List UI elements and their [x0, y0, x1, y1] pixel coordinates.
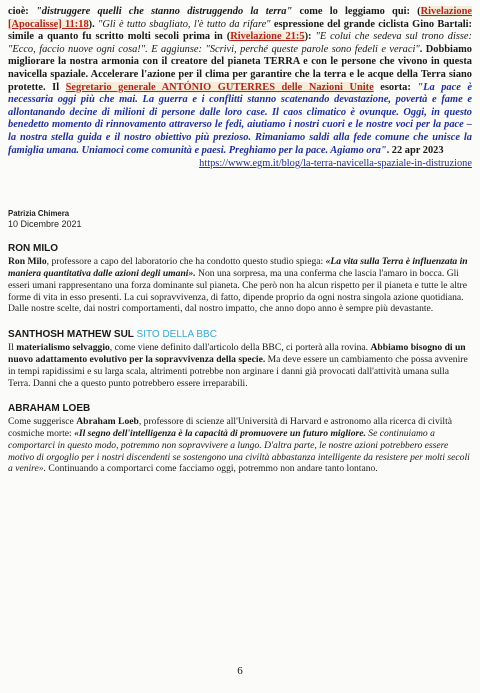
- milo-name: Ron Milo: [8, 256, 47, 268]
- revelation-quote: "E colui che sedeva sul trono disse: "Ecco, faccio nuove ogni cosa!". E aggiunse: "Scrivi, perché queste parole sono fedeli e veraci": [8, 31, 472, 55]
- section-title-milo: RON MILO: [8, 243, 58, 255]
- intro-text-5: ):: [304, 31, 316, 43]
- milo-quote: «La vita sulla Terra è influenzata in maniera quantitativa dalle azioni degli umani».: [8, 256, 468, 279]
- mathew-text-2: , come viene definito dall'articolo della BBC, ci porterà alla rovina.: [109, 342, 371, 354]
- guterres-link[interactable]: Segretario generale ANTÓNIO GUTERRES delle Nazioni Unite: [65, 81, 374, 93]
- section-title-mathew: [8, 329, 472, 340]
- loeb-bold-quote: «Il segno dell'intelligenza è la capacità di promuovere un futuro migliore.: [74, 428, 366, 440]
- section-santhosh-mathew: [8, 329, 472, 389]
- page-number: 6: [237, 665, 243, 677]
- bbc-site-link[interactable]: SITO DELLA BBC: [136, 329, 217, 341]
- milo-paragraph: [8, 256, 472, 315]
- section-ron-milo: [8, 243, 472, 315]
- section-title-loeb: ABRAHAM LOEB: [8, 403, 91, 415]
- intro-text-4: espressione del grande ciclista Gino Bartali: simile a quanto fu scritto molti secoli prima in (: [8, 18, 472, 43]
- mathew-title-mid: SUL: [111, 329, 137, 341]
- author-name: Patrizia Chimera: [8, 209, 70, 219]
- intro-text-7: esorta:: [373, 81, 418, 93]
- intro-paragraph: [8, 6, 472, 157]
- loeb-name: Abraham Loeb: [76, 416, 139, 428]
- quote-destroy: "distruggere quelli che stanno distruggendo la terra": [35, 6, 293, 17]
- milo-text-1: , professore a capo del laboratorio che ha condotto questo studio spiega:: [46, 256, 326, 268]
- intro-text-2: come lo leggiamo qui: (: [292, 6, 421, 17]
- bible-ref-link-1[interactable]: Rivelazione [Apocalisse] 11:18: [8, 6, 472, 30]
- mathew-text-1: Il: [8, 342, 17, 354]
- mathew-bold-1: materialismo selvaggio: [16, 342, 110, 354]
- mathew-paragraph: [8, 342, 472, 389]
- article-date: 10 Dicembre 2021: [8, 219, 82, 230]
- loeb-text-3: Continuando a comportarci come facciamo oggi, potremmo non andare tanto lontano.: [46, 463, 378, 475]
- source-url-link[interactable]: https://www.egm.it/blog/la-terra-navicella-spaziale-in-distruzione: [199, 158, 472, 170]
- page-content: [8, 6, 472, 475]
- intro-text-3: ).: [88, 18, 99, 30]
- loeb-text-2: , professore di scienze all'Università di Harvard e astronomo alla ricerca di civiltà cosmiche morte:: [8, 416, 452, 440]
- intro-lead: cioè:: [8, 6, 36, 17]
- milo-text-2: Non una sorpresa, ma una conferma che lascia l'amaro in bocca. Gli esseri umani rappresentano una forza dominante sul pianeta. Che però non ha alcun rispetto per il pianeta e tutte le altre forme di vita in esso presenti. La cui sopravvivenza, di fatto, dipende proprio da ogni nostra singola azione quotidiana. Dalle nostre scelte, dai nostri comportamenti, dal nostro impatto, che anno dopo anno è sempre più devastante.: [8, 267, 467, 315]
- loeb-text-1: Come suggerisce: [8, 416, 77, 428]
- bartali-quote: "Gli è tutto sbagliato, l'è tutto da rifare": [98, 18, 271, 30]
- loeb-italic-quote: Se continuiamo a comportarci in questo modo, potremmo non sopravvivere a lungo. D'altra parte, le nostre azioni potrebbero essere motivo di orgoglio per i nostri discendenti se sostengono una civiltà abbastanza intelligente da resistere per molti secoli a venire».: [8, 428, 470, 475]
- guterres-quote: "La pace è necessaria oggi più che mai. La guerra e i conflitti stanno scatenando devastazione, povertà e fame e allontanando decine di milioni di persone dalle loro case. Il caos climatico è ovunque. Oggi, in questo benedetto momento di rinnovamento attraverso le fedi, aiutiamo i nostri cuori e le nostre voci per la pace – la nostra stella guida e il nostro obiettivo più prezioso. Rimaniamo saldi alla fede comune che unisce la famiglia umana. Uniamoci come comunità e paesi. Preghiamo per la pace. Agiamo ora": [8, 81, 472, 156]
- intro-date: . 22 apr 2023: [386, 144, 444, 156]
- mathew-bold-2: Abbiamo bisogno di un nuovo adattamento evolutivo per la sopravvivenza della specie.: [8, 342, 466, 365]
- section-abraham-loeb: [8, 403, 472, 475]
- mathew-title-name: SANTHOSH MATHEW: [8, 329, 112, 341]
- intro-text-6: . Dobbiamo migliorare la nostra armonia con il creatore del pianeta TERRA e con le persone che vivono in questa navicella spaziale. Accelerare l'azione per il clima per garantire che la terra e le acque della Terra siano protette. Il: [8, 43, 472, 93]
- loeb-paragraph: [8, 416, 472, 475]
- mathew-text-3: Ma deve essere un cambiamento che possa avvenire in tempi rapidissimi e su larga scala, altrimenti potrebbe non arginare i danni già provocati dall'attività umana sulla Terra. Danni che a questo punto potrebbero essere irreparabili.: [8, 353, 468, 389]
- bible-ref-link-2[interactable]: Rivelazione 21:5: [230, 31, 305, 43]
